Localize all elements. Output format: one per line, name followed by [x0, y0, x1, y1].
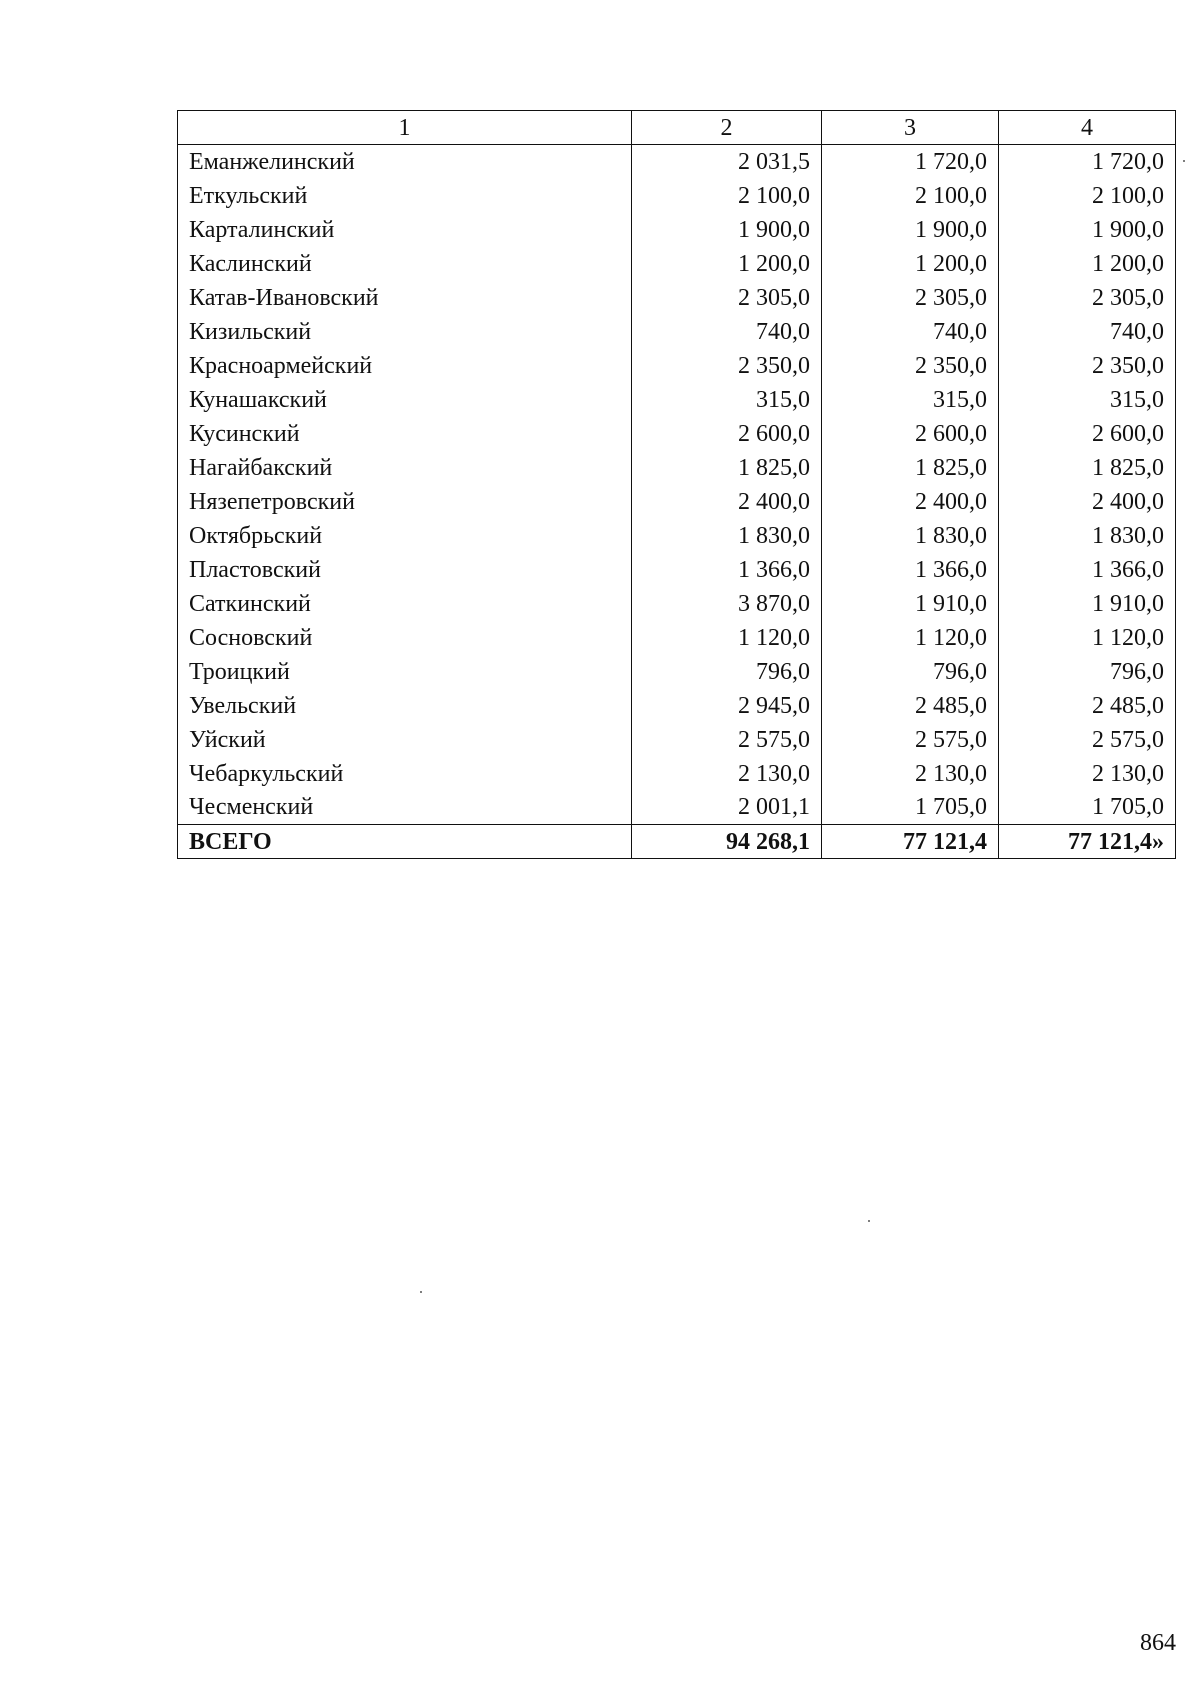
value-cell-col-4: 1 825,0: [999, 451, 1176, 485]
table-header: [178, 111, 1176, 145]
total-label-cell: ВСЕГО: [178, 825, 632, 859]
table-row: [178, 655, 1176, 689]
value-cell-col-4: 1 910,0: [999, 587, 1176, 621]
district-name-cell: Увельский: [178, 689, 632, 723]
value-cell-col-4: 1 830,0: [999, 519, 1176, 553]
scan-speck: [1183, 160, 1185, 162]
value-cell-col-2: 1 200,0: [632, 247, 822, 281]
value-cell-col-2: 2 400,0: [632, 485, 822, 519]
district-name-cell: Нязепетровский: [178, 485, 632, 519]
value-cell-col-3: 2 575,0: [822, 723, 999, 757]
value-cell-col-2: 2 945,0: [632, 689, 822, 723]
value-cell-col-4: 1 705,0: [999, 791, 1176, 825]
table-row: [178, 689, 1176, 723]
header-cell-col-2: 2: [632, 111, 822, 145]
value-cell-col-2: 2 350,0: [632, 349, 822, 383]
value-cell-col-2: 2 575,0: [632, 723, 822, 757]
value-cell-col-3: 2 305,0: [822, 281, 999, 315]
value-cell-col-4: 1 200,0: [999, 247, 1176, 281]
header-row: [178, 111, 1176, 145]
value-cell-col-3: 740,0: [822, 315, 999, 349]
value-cell-col-2: 1 900,0: [632, 213, 822, 247]
value-cell-col-4: 1 720,0: [999, 145, 1176, 179]
district-name-cell: Уйский: [178, 723, 632, 757]
value-cell-col-4: 2 100,0: [999, 179, 1176, 213]
header-cell-col-4: 4: [999, 111, 1176, 145]
value-cell-col-3: 2 400,0: [822, 485, 999, 519]
table-row: [178, 383, 1176, 417]
district-name-cell: Катав-Ивановский: [178, 281, 632, 315]
table-body: [178, 145, 1176, 859]
value-cell-col-3: 2 600,0: [822, 417, 999, 451]
value-cell-col-4: 1 366,0: [999, 553, 1176, 587]
header-cell-col-3: 3: [822, 111, 999, 145]
table-row: [178, 213, 1176, 247]
scan-speck: [420, 1291, 422, 1293]
value-cell-col-3: 1 900,0: [822, 213, 999, 247]
value-cell-col-2: 1 366,0: [632, 553, 822, 587]
header-cell-col-1: 1: [178, 111, 632, 145]
district-name-cell: Пластовский: [178, 553, 632, 587]
value-cell-col-4: 2 400,0: [999, 485, 1176, 519]
district-name-cell: Красноармейский: [178, 349, 632, 383]
value-cell-col-4: 2 485,0: [999, 689, 1176, 723]
value-cell-col-4: 315,0: [999, 383, 1176, 417]
total-value-cell-col-4: 77 121,4»: [999, 825, 1176, 859]
table-row: [178, 179, 1176, 213]
table-row: [178, 791, 1176, 825]
value-cell-col-4: 2 350,0: [999, 349, 1176, 383]
table-row: [178, 145, 1176, 179]
table-row: [178, 621, 1176, 655]
value-cell-col-2: 1 830,0: [632, 519, 822, 553]
table-row: [178, 757, 1176, 791]
table-row: [178, 587, 1176, 621]
data-table: [177, 110, 1176, 859]
value-cell-col-4: 2 575,0: [999, 723, 1176, 757]
page-number: 864: [1140, 1630, 1176, 1656]
value-cell-col-2: 2 305,0: [632, 281, 822, 315]
value-cell-col-2: 2 130,0: [632, 757, 822, 791]
value-cell-col-2: 2 100,0: [632, 179, 822, 213]
district-name-cell: Октябрьский: [178, 519, 632, 553]
table-row: [178, 553, 1176, 587]
value-cell-col-4: 2 305,0: [999, 281, 1176, 315]
value-cell-col-3: 1 366,0: [822, 553, 999, 587]
value-cell-col-4: 796,0: [999, 655, 1176, 689]
scan-speck: [868, 1220, 870, 1222]
district-name-cell: Каслинский: [178, 247, 632, 281]
value-cell-col-3: 1 830,0: [822, 519, 999, 553]
value-cell-col-4: 1 900,0: [999, 213, 1176, 247]
district-name-cell: Кунашакский: [178, 383, 632, 417]
table-row: [178, 349, 1176, 383]
table-row: [178, 451, 1176, 485]
value-cell-col-3: 315,0: [822, 383, 999, 417]
value-cell-col-3: 2 485,0: [822, 689, 999, 723]
total-row: [178, 825, 1176, 859]
value-cell-col-3: 1 705,0: [822, 791, 999, 825]
district-name-cell: Нагайбакский: [178, 451, 632, 485]
value-cell-col-4: 1 120,0: [999, 621, 1176, 655]
value-cell-col-3: 1 825,0: [822, 451, 999, 485]
table-row: [178, 417, 1176, 451]
value-cell-col-3: 2 130,0: [822, 757, 999, 791]
total-value-cell-col-2: 94 268,1: [632, 825, 822, 859]
district-name-cell: Еманжелинский: [178, 145, 632, 179]
value-cell-col-3: 1 720,0: [822, 145, 999, 179]
total-value-cell-col-3: 77 121,4: [822, 825, 999, 859]
value-cell-col-2: 2 001,1: [632, 791, 822, 825]
table-row: [178, 281, 1176, 315]
district-name-cell: Саткинский: [178, 587, 632, 621]
value-cell-col-3: 1 910,0: [822, 587, 999, 621]
district-name-cell: Кусинский: [178, 417, 632, 451]
district-name-cell: Чесменский: [178, 791, 632, 825]
district-name-cell: Кизильский: [178, 315, 632, 349]
value-cell-col-3: 2 350,0: [822, 349, 999, 383]
value-cell-col-2: 740,0: [632, 315, 822, 349]
value-cell-col-4: 2 130,0: [999, 757, 1176, 791]
table-row: [178, 519, 1176, 553]
value-cell-col-2: 2 031,5: [632, 145, 822, 179]
table-row: [178, 247, 1176, 281]
table-row: [178, 723, 1176, 757]
value-cell-col-2: 1 120,0: [632, 621, 822, 655]
district-name-cell: Карталинский: [178, 213, 632, 247]
value-cell-col-2: 315,0: [632, 383, 822, 417]
district-name-cell: Чебаркульский: [178, 757, 632, 791]
value-cell-col-3: 1 200,0: [822, 247, 999, 281]
value-cell-col-3: 1 120,0: [822, 621, 999, 655]
table-row: [178, 315, 1176, 349]
district-name-cell: Троицкий: [178, 655, 632, 689]
value-cell-col-2: 3 870,0: [632, 587, 822, 621]
table-row: [178, 485, 1176, 519]
value-cell-col-2: 2 600,0: [632, 417, 822, 451]
district-name-cell: Еткульский: [178, 179, 632, 213]
district-name-cell: Сосновский: [178, 621, 632, 655]
value-cell-col-3: 796,0: [822, 655, 999, 689]
value-cell-col-2: 796,0: [632, 655, 822, 689]
value-cell-col-4: 2 600,0: [999, 417, 1176, 451]
value-cell-col-3: 2 100,0: [822, 179, 999, 213]
value-cell-col-2: 1 825,0: [632, 451, 822, 485]
value-cell-col-4: 740,0: [999, 315, 1176, 349]
